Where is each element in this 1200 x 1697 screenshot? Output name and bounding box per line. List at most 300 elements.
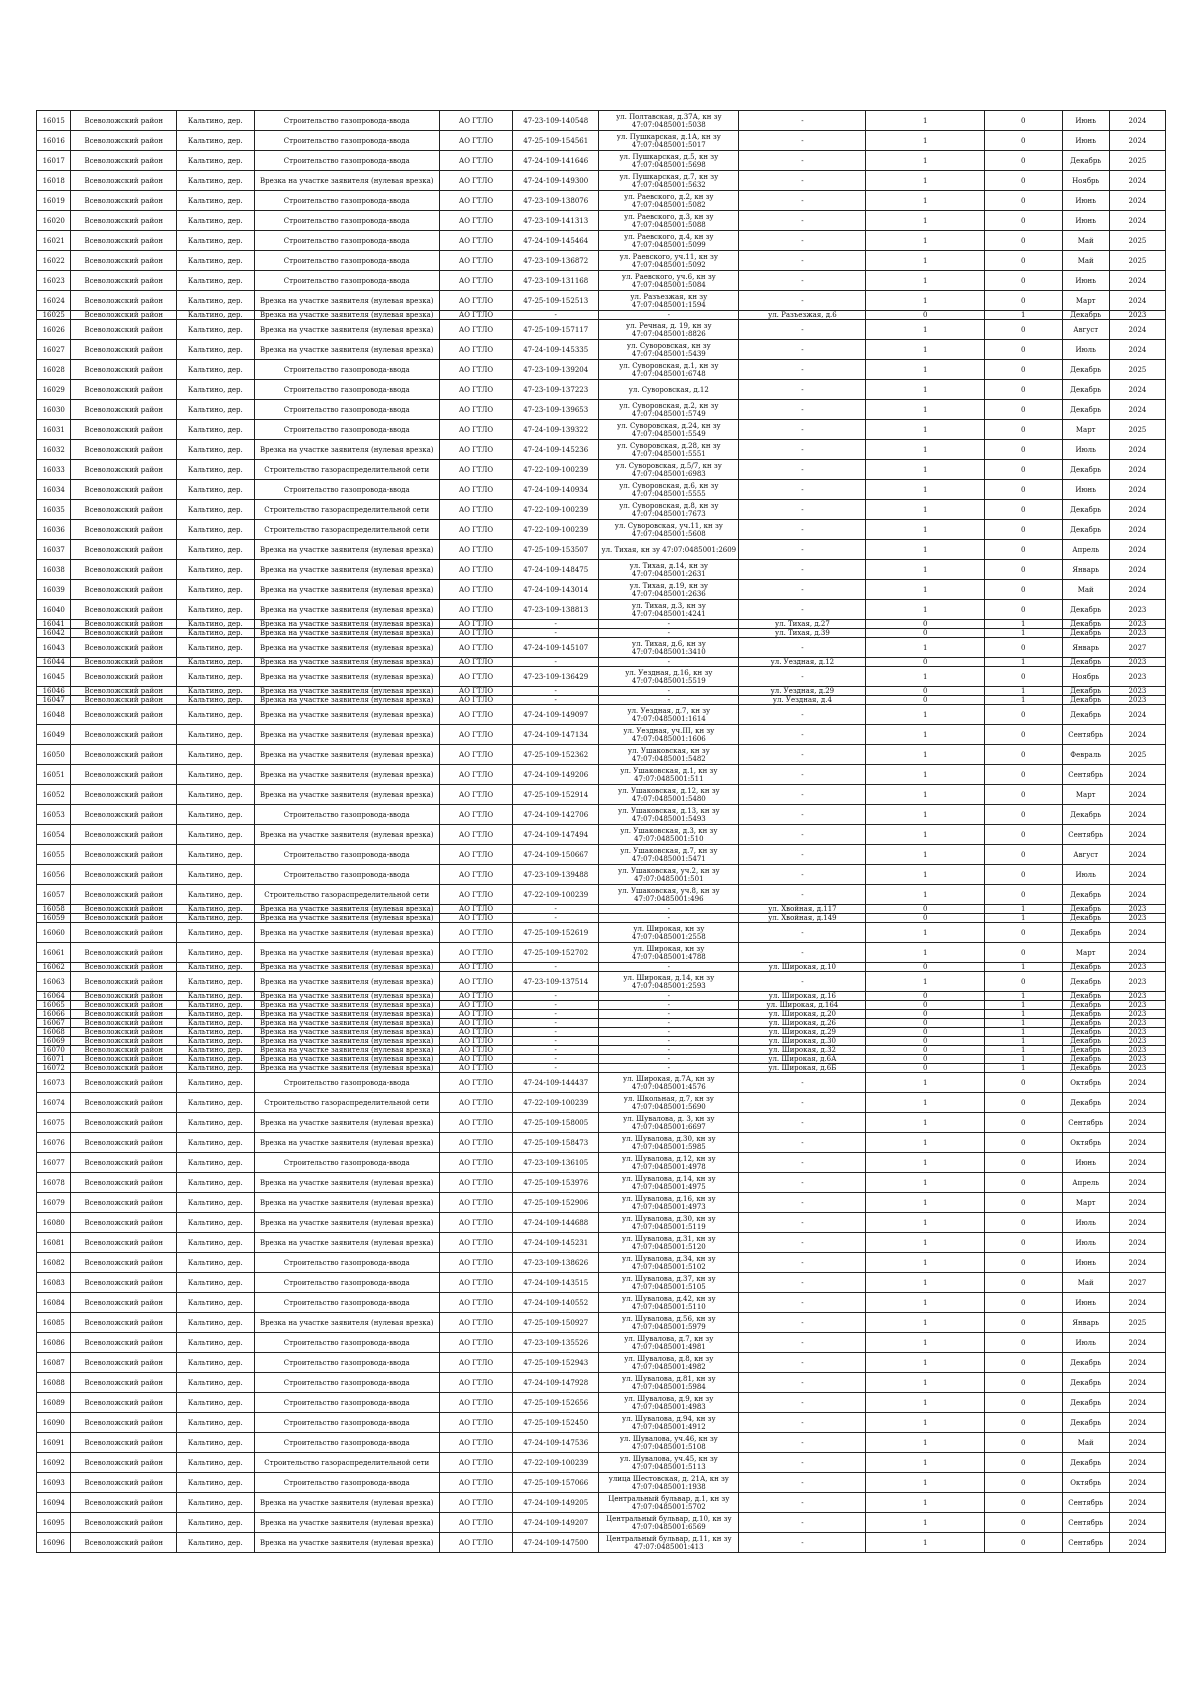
address-line: ул. Разъезжая, кн зу — [630, 292, 708, 301]
request-number-cell: 47-25-109-152943 — [513, 1353, 599, 1373]
cadastral-address-cell — [599, 600, 739, 620]
district-cell: Всеволожский район — [71, 1313, 177, 1333]
count-a-cell: 1 — [866, 1513, 985, 1533]
table-row — [37, 705, 1166, 725]
id-cell: 16078 — [37, 1173, 71, 1193]
request-number-cell: 47-25-109-152656 — [513, 1393, 599, 1413]
cadastral-address-cell — [599, 1453, 739, 1473]
request-number-cell: - — [513, 311, 599, 320]
district-cell: Всеволожский район — [71, 580, 177, 600]
count-b-cell: 0 — [984, 400, 1062, 420]
id-cell: 16032 — [37, 440, 71, 460]
table-row — [37, 380, 1166, 400]
cadastral-address-cell — [599, 131, 739, 151]
cadastral-address-cell — [599, 1393, 739, 1413]
locality-cell: Кальтино, дер. — [177, 865, 255, 885]
request-number-cell: 47-25-109-153976 — [513, 1173, 599, 1193]
count-a-cell: 1 — [866, 460, 985, 480]
district-cell: Всеволожский район — [71, 311, 177, 320]
work-type-cell: Врезка на участке заявителя (нулевая врезка) — [254, 440, 439, 460]
district-cell: Всеволожский район — [71, 111, 177, 131]
address-cell: - — [739, 151, 866, 171]
organization-cell: АО ГТЛО — [439, 1393, 512, 1413]
cadastral-address-cell — [599, 340, 739, 360]
address-cell: - — [739, 520, 866, 540]
cadastral-number: 47:07:0485001:4788 — [631, 952, 706, 961]
locality-cell: Кальтино, дер. — [177, 500, 255, 520]
year-cell: 2024 — [1109, 1193, 1165, 1213]
cadastral-number: 47:07:0485001:5099 — [631, 240, 706, 249]
id-cell: 16069 — [37, 1037, 71, 1046]
district-cell: Всеволожский район — [71, 1533, 177, 1553]
count-a-cell: 1 — [866, 972, 985, 992]
cadastral-number: 47:07:0485001:3410 — [631, 647, 706, 656]
organization-cell: АО ГТЛО — [439, 111, 512, 131]
count-a-cell: 1 — [866, 480, 985, 500]
year-cell: 2027 — [1109, 638, 1165, 658]
year-cell: 2024 — [1109, 460, 1165, 480]
organization-cell: АО ГТЛО — [439, 440, 512, 460]
table-row — [37, 131, 1166, 151]
table-row — [37, 420, 1166, 440]
table-row — [37, 340, 1166, 360]
locality-cell: Кальтино, дер. — [177, 131, 255, 151]
cadastral-number: 47:07:0485001:5092 — [631, 260, 706, 269]
address-line: ул. Шувалова, д.34, кн зу — [622, 1254, 716, 1263]
address-cell: ул. Уездная, д.4 — [739, 696, 866, 705]
id-cell: 16095 — [37, 1513, 71, 1533]
request-number-cell: 47-23-109-131168 — [513, 271, 599, 291]
count-a-cell: 1 — [866, 1413, 985, 1433]
work-type-cell: Врезка на участке заявителя (нулевая врезка) — [254, 1233, 439, 1253]
table-row — [37, 1153, 1166, 1173]
year-cell: 2024 — [1109, 923, 1165, 943]
count-a-cell: 1 — [866, 745, 985, 765]
district-cell: Всеволожский район — [71, 1213, 177, 1233]
count-b-cell: 0 — [984, 1153, 1062, 1173]
table-row — [37, 1293, 1166, 1313]
organization-cell: АО ГТЛО — [439, 629, 512, 638]
cadastral-address-cell — [599, 311, 739, 320]
district-cell: Всеволожский район — [71, 211, 177, 231]
address-line: - — [667, 310, 670, 319]
request-number-cell: 47-24-109-145236 — [513, 440, 599, 460]
district-cell: Всеволожский район — [71, 914, 177, 923]
cadastral-number: 47:07:0485001:4983 — [631, 1402, 706, 1411]
count-a-cell: 1 — [866, 291, 985, 311]
count-b-cell: 0 — [984, 1513, 1062, 1533]
work-type-cell: Строительство газораспределительной сети — [254, 1453, 439, 1473]
address-cell: ул. Широкая, д.30 — [739, 1037, 866, 1046]
table-row — [37, 500, 1166, 520]
id-cell: 16061 — [37, 943, 71, 963]
work-type-cell: Врезка на участке заявителя (нулевая врезка) — [254, 667, 439, 687]
address-line: ул. Шувалова, д.30, кн зу — [622, 1214, 716, 1223]
id-cell: 16023 — [37, 271, 71, 291]
district-cell: Всеволожский район — [71, 963, 177, 972]
year-cell: 2023 — [1109, 1064, 1165, 1073]
cadastral-number: 47:07:0485001:5555 — [631, 489, 706, 498]
count-b-cell: 0 — [984, 480, 1062, 500]
work-type-cell: Врезка на участке заявителя (нулевая врезка) — [254, 1028, 439, 1037]
count-a-cell: 1 — [866, 1453, 985, 1473]
year-cell: 2024 — [1109, 540, 1165, 560]
address-line: ул. Шувалова, д.12, кн зу — [622, 1154, 716, 1163]
address-cell: - — [739, 923, 866, 943]
count-b-cell: 1 — [984, 687, 1062, 696]
count-a-cell: 0 — [866, 1064, 985, 1073]
count-a-cell: 1 — [866, 231, 985, 251]
cadastral-number: 47:07:0485001:6983 — [631, 469, 706, 478]
address-cell: - — [739, 1093, 866, 1113]
address-cell: - — [739, 251, 866, 271]
district-cell: Всеволожский район — [71, 805, 177, 825]
district-cell: Всеволожский район — [71, 745, 177, 765]
count-b-cell: 0 — [984, 1393, 1062, 1413]
organization-cell: АО ГТЛО — [439, 251, 512, 271]
year-cell: 2025 — [1109, 360, 1165, 380]
district-cell: Всеволожский район — [71, 620, 177, 629]
address-line: ул. Раевского, д.4, кн зу — [624, 232, 714, 241]
district-cell: Всеволожский район — [71, 1019, 177, 1028]
request-number-cell: 47-23-109-136872 — [513, 251, 599, 271]
organization-cell: АО ГТЛО — [439, 580, 512, 600]
district-cell: Всеволожский район — [71, 1001, 177, 1010]
cadastral-number: 47:07:0485001:4241 — [631, 609, 706, 618]
month-cell: Ноябрь — [1062, 667, 1109, 687]
id-cell: 16059 — [37, 914, 71, 923]
year-cell: 2024 — [1109, 400, 1165, 420]
count-a-cell: 1 — [866, 1533, 985, 1553]
address-cell: - — [739, 725, 866, 745]
year-cell: 2024 — [1109, 1153, 1165, 1173]
month-cell: Октябрь — [1062, 1473, 1109, 1493]
table-row — [37, 1533, 1166, 1553]
cadastral-number: 47:07:0485001:5088 — [631, 220, 706, 229]
address-cell: - — [739, 972, 866, 992]
locality-cell: Кальтино, дер. — [177, 667, 255, 687]
id-cell: 16029 — [37, 380, 71, 400]
id-cell: 16047 — [37, 696, 71, 705]
id-cell: 16054 — [37, 825, 71, 845]
count-b-cell: 0 — [984, 1173, 1062, 1193]
count-a-cell: 1 — [866, 845, 985, 865]
count-a-cell: 1 — [866, 1113, 985, 1133]
table-row — [37, 360, 1166, 380]
work-type-cell: Врезка на участке заявителя (нулевая врезка) — [254, 1313, 439, 1333]
work-type-cell: Строительство газопровода-ввода — [254, 131, 439, 151]
locality-cell: Кальтино, дер. — [177, 1513, 255, 1533]
organization-cell: АО ГТЛО — [439, 1313, 512, 1333]
locality-cell: Кальтино, дер. — [177, 943, 255, 963]
request-number-cell: 47-25-109-158005 — [513, 1113, 599, 1133]
year-cell: 2024 — [1109, 1493, 1165, 1513]
locality-cell: Кальтино, дер. — [177, 1453, 255, 1473]
count-a-cell: 0 — [866, 963, 985, 972]
year-cell: 2024 — [1109, 1353, 1165, 1373]
cadastral-address-cell — [599, 638, 739, 658]
id-cell: 16042 — [37, 629, 71, 638]
month-cell: Май — [1062, 1433, 1109, 1453]
month-cell: Сентябрь — [1062, 825, 1109, 845]
address-cell: - — [739, 1493, 866, 1513]
id-cell: 16072 — [37, 1064, 71, 1073]
year-cell: 2023 — [1109, 696, 1165, 705]
count-a-cell: 1 — [866, 440, 985, 460]
request-number-cell: - — [513, 696, 599, 705]
id-cell: 16018 — [37, 171, 71, 191]
month-cell: Декабрь — [1062, 992, 1109, 1001]
table-row — [37, 1233, 1166, 1253]
request-number-cell: 47-25-109-154561 — [513, 131, 599, 151]
cadastral-address-cell — [599, 1001, 739, 1010]
address-line: ул. Суворовская, д.12 — [628, 385, 709, 394]
organization-cell: АО ГТЛО — [439, 1273, 512, 1293]
organization-cell: АО ГТЛО — [439, 1533, 512, 1553]
cadastral-number: 47:07:0485001:413 — [634, 1542, 704, 1551]
district-cell: Всеволожский район — [71, 705, 177, 725]
work-type-cell: Строительство газопровода-ввода — [254, 1273, 439, 1293]
organization-cell: АО ГТЛО — [439, 380, 512, 400]
address-line: ул. Широкая, кн зу — [633, 944, 705, 953]
address-cell: - — [739, 1073, 866, 1093]
work-type-cell: Врезка на участке заявителя (нулевая врезка) — [254, 705, 439, 725]
organization-cell: АО ГТЛО — [439, 1233, 512, 1253]
table-row — [37, 943, 1166, 963]
address-line: ул. Шувалова, д.94, кн зу — [622, 1414, 716, 1423]
address-line: ул. Тихая, д.6, кн зу — [631, 639, 706, 648]
locality-cell: Кальтино, дер. — [177, 360, 255, 380]
request-number-cell: 47-24-109-147928 — [513, 1373, 599, 1393]
table-row — [37, 1093, 1166, 1113]
district-cell: Всеволожский район — [71, 440, 177, 460]
request-number-cell: 47-25-109-152906 — [513, 1193, 599, 1213]
month-cell: Август — [1062, 320, 1109, 340]
table-row — [37, 1113, 1166, 1133]
cadastral-address-cell — [599, 520, 739, 540]
month-cell: Ноябрь — [1062, 171, 1109, 191]
organization-cell: АО ГТЛО — [439, 705, 512, 725]
count-b-cell: 0 — [984, 1453, 1062, 1473]
count-a-cell: 1 — [866, 1193, 985, 1213]
locality-cell: Кальтино, дер. — [177, 211, 255, 231]
cadastral-number: 47:07:0485001:5017 — [631, 140, 706, 149]
table-row — [37, 540, 1166, 560]
work-type-cell: Врезка на участке заявителя (нулевая врезка) — [254, 320, 439, 340]
month-cell: Сентябрь — [1062, 1513, 1109, 1533]
work-type-cell: Строительство газопровода-ввода — [254, 231, 439, 251]
work-type-cell: Строительство газораспределительной сети — [254, 520, 439, 540]
address-line: ул. Речная, д. 19, кн зу — [626, 321, 712, 330]
count-b-cell: 0 — [984, 1233, 1062, 1253]
month-cell: Декабрь — [1062, 620, 1109, 629]
month-cell: Декабрь — [1062, 923, 1109, 943]
count-a-cell: 1 — [866, 1073, 985, 1093]
count-b-cell: 1 — [984, 914, 1062, 923]
locality-cell: Кальтино, дер. — [177, 171, 255, 191]
work-type-cell: Строительство газопровода-ввода — [254, 360, 439, 380]
organization-cell: АО ГТЛО — [439, 1010, 512, 1019]
address-cell: - — [739, 320, 866, 340]
locality-cell: Кальтино, дер. — [177, 1473, 255, 1493]
cadastral-number: 47:07:0485001:2593 — [631, 981, 706, 990]
month-cell: Июль — [1062, 1213, 1109, 1233]
count-b-cell: 0 — [984, 1313, 1062, 1333]
count-b-cell: 1 — [984, 696, 1062, 705]
district-cell: Всеволожский район — [71, 972, 177, 992]
table-row — [37, 460, 1166, 480]
organization-cell: АО ГТЛО — [439, 420, 512, 440]
count-b-cell: 0 — [984, 1433, 1062, 1453]
cadastral-number: 47:07:0485001:4912 — [631, 1422, 706, 1431]
month-cell: Декабрь — [1062, 1413, 1109, 1433]
count-a-cell: 1 — [866, 943, 985, 963]
organization-cell: АО ГТЛО — [439, 745, 512, 765]
locality-cell: Кальтино, дер. — [177, 1233, 255, 1253]
month-cell: Октябрь — [1062, 1133, 1109, 1153]
cadastral-address-cell — [599, 360, 739, 380]
cadastral-address-cell — [599, 1064, 739, 1073]
table-row — [37, 1046, 1166, 1055]
locality-cell: Кальтино, дер. — [177, 1273, 255, 1293]
cadastral-address-cell — [599, 1133, 739, 1153]
count-b-cell: 0 — [984, 291, 1062, 311]
district-cell: Всеволожский район — [71, 638, 177, 658]
address-line: ул. Широкая, д.14, кн зу — [623, 973, 715, 982]
table-row — [37, 111, 1166, 131]
address-line: ул. Раевского, уч.11, кн зу — [619, 252, 718, 261]
count-b-cell: 0 — [984, 1273, 1062, 1293]
cadastral-address-cell — [599, 1028, 739, 1037]
work-type-cell: Врезка на участке заявителя (нулевая врезка) — [254, 696, 439, 705]
work-type-cell: Врезка на участке заявителя (нулевая врезка) — [254, 620, 439, 629]
organization-cell: АО ГТЛО — [439, 151, 512, 171]
id-cell: 16068 — [37, 1028, 71, 1037]
count-b-cell: 0 — [984, 440, 1062, 460]
cadastral-address-cell — [599, 696, 739, 705]
locality-cell: Кальтино, дер. — [177, 111, 255, 131]
count-a-cell: 1 — [866, 1133, 985, 1153]
work-type-cell: Строительство газопровода-ввода — [254, 420, 439, 440]
organization-cell: АО ГТЛО — [439, 1453, 512, 1473]
work-type-cell: Строительство газопровода-ввода — [254, 1253, 439, 1273]
address-cell: ул. Уездная, д.29 — [739, 687, 866, 696]
address-cell: - — [739, 420, 866, 440]
month-cell: Декабрь — [1062, 1010, 1109, 1019]
request-number-cell: 47-24-109-144437 — [513, 1073, 599, 1093]
cadastral-address-cell — [599, 1333, 739, 1353]
locality-cell: Кальтино, дер. — [177, 1073, 255, 1093]
address-line: ул. Суворовская, д.5/7, кн зу — [615, 461, 722, 470]
district-cell: Всеволожский район — [71, 1513, 177, 1533]
request-number-cell: 47-25-109-152362 — [513, 745, 599, 765]
table-row — [37, 1433, 1166, 1453]
organization-cell: АО ГТЛО — [439, 1373, 512, 1393]
id-cell: 16084 — [37, 1293, 71, 1313]
work-type-cell: Врезка на участке заявителя (нулевая врезка) — [254, 825, 439, 845]
address-line: - — [667, 628, 670, 637]
month-cell: Январь — [1062, 560, 1109, 580]
cadastral-address-cell — [599, 785, 739, 805]
id-cell: 16089 — [37, 1393, 71, 1413]
cadastral-address-cell — [599, 845, 739, 865]
count-b-cell: 0 — [984, 943, 1062, 963]
cadastral-address-cell — [599, 1273, 739, 1293]
month-cell: Декабрь — [1062, 885, 1109, 905]
district-cell: Всеволожский район — [71, 1093, 177, 1113]
request-number-cell: 47-23-109-139204 — [513, 360, 599, 380]
address-cell: - — [739, 171, 866, 191]
address-line: ул. Пушкарская, д.5, кн зу — [619, 152, 719, 161]
address-line: ул. Шувалова, д. 3, кн зу — [623, 1114, 715, 1123]
table-row — [37, 1473, 1166, 1493]
cadastral-number: 47:07:0485001:5519 — [631, 676, 706, 685]
count-a-cell: 1 — [866, 251, 985, 271]
count-b-cell: 0 — [984, 805, 1062, 825]
address-cell: - — [739, 865, 866, 885]
district-cell: Всеволожский район — [71, 271, 177, 291]
work-type-cell: Строительство газопровода-ввода — [254, 251, 439, 271]
id-cell: 16058 — [37, 905, 71, 914]
work-type-cell: Врезка на участке заявителя (нулевая врезка) — [254, 1513, 439, 1533]
address-line: ул. Шувалова, д.7, кн зу — [624, 1334, 714, 1343]
district-cell: Всеволожский район — [71, 865, 177, 885]
locality-cell: Кальтино, дер. — [177, 1055, 255, 1064]
count-a-cell: 1 — [866, 1233, 985, 1253]
year-cell: 2024 — [1109, 1393, 1165, 1413]
cadastral-number: 47:07:0485001:5110 — [631, 1302, 706, 1311]
cadastral-number: 47:07:0485001:5482 — [631, 754, 706, 763]
month-cell: Май — [1062, 1273, 1109, 1293]
request-number-cell: - — [513, 1010, 599, 1019]
count-b-cell: 0 — [984, 785, 1062, 805]
cadastral-address-cell — [599, 1413, 739, 1433]
id-cell: 16081 — [37, 1233, 71, 1253]
cadastral-address-cell — [599, 865, 739, 885]
organization-cell: АО ГТЛО — [439, 1353, 512, 1373]
year-cell: 2024 — [1109, 943, 1165, 963]
cadastral-number: 47:07:0485001:5038 — [631, 120, 706, 129]
count-a-cell: 0 — [866, 914, 985, 923]
address-line: - — [667, 991, 670, 1000]
work-type-cell: Строительство газопровода-ввода — [254, 1393, 439, 1413]
organization-cell: АО ГТЛО — [439, 400, 512, 420]
year-cell: 2024 — [1109, 1333, 1165, 1353]
table-row — [37, 320, 1166, 340]
district-cell: Всеволожский район — [71, 1353, 177, 1373]
cadastral-number: 47:07:0485001:5108 — [631, 1442, 706, 1451]
address-line: ул. Ушаковская, д.12, кн зу — [617, 786, 720, 795]
organization-cell: АО ГТЛО — [439, 885, 512, 905]
work-type-cell: Врезка на участке заявителя (нулевая врезка) — [254, 725, 439, 745]
count-a-cell: 1 — [866, 785, 985, 805]
table-row — [37, 1010, 1166, 1019]
cadastral-address-cell — [599, 1493, 739, 1513]
cadastral-number: 47:07:0485001:2631 — [631, 569, 706, 578]
count-b-cell: 0 — [984, 1073, 1062, 1093]
address-line: - — [667, 1000, 670, 1009]
cadastral-number: 47:07:0485001:8826 — [631, 329, 706, 338]
id-cell: 16050 — [37, 745, 71, 765]
id-cell: 16020 — [37, 211, 71, 231]
year-cell: 2023 — [1109, 600, 1165, 620]
locality-cell: Кальтино, дер. — [177, 540, 255, 560]
count-b-cell: 0 — [984, 560, 1062, 580]
work-type-cell: Врезка на участке заявителя (нулевая врезка) — [254, 972, 439, 992]
year-cell: 2024 — [1109, 1433, 1165, 1453]
table-row — [37, 480, 1166, 500]
locality-cell: Кальтино, дер. — [177, 1001, 255, 1010]
